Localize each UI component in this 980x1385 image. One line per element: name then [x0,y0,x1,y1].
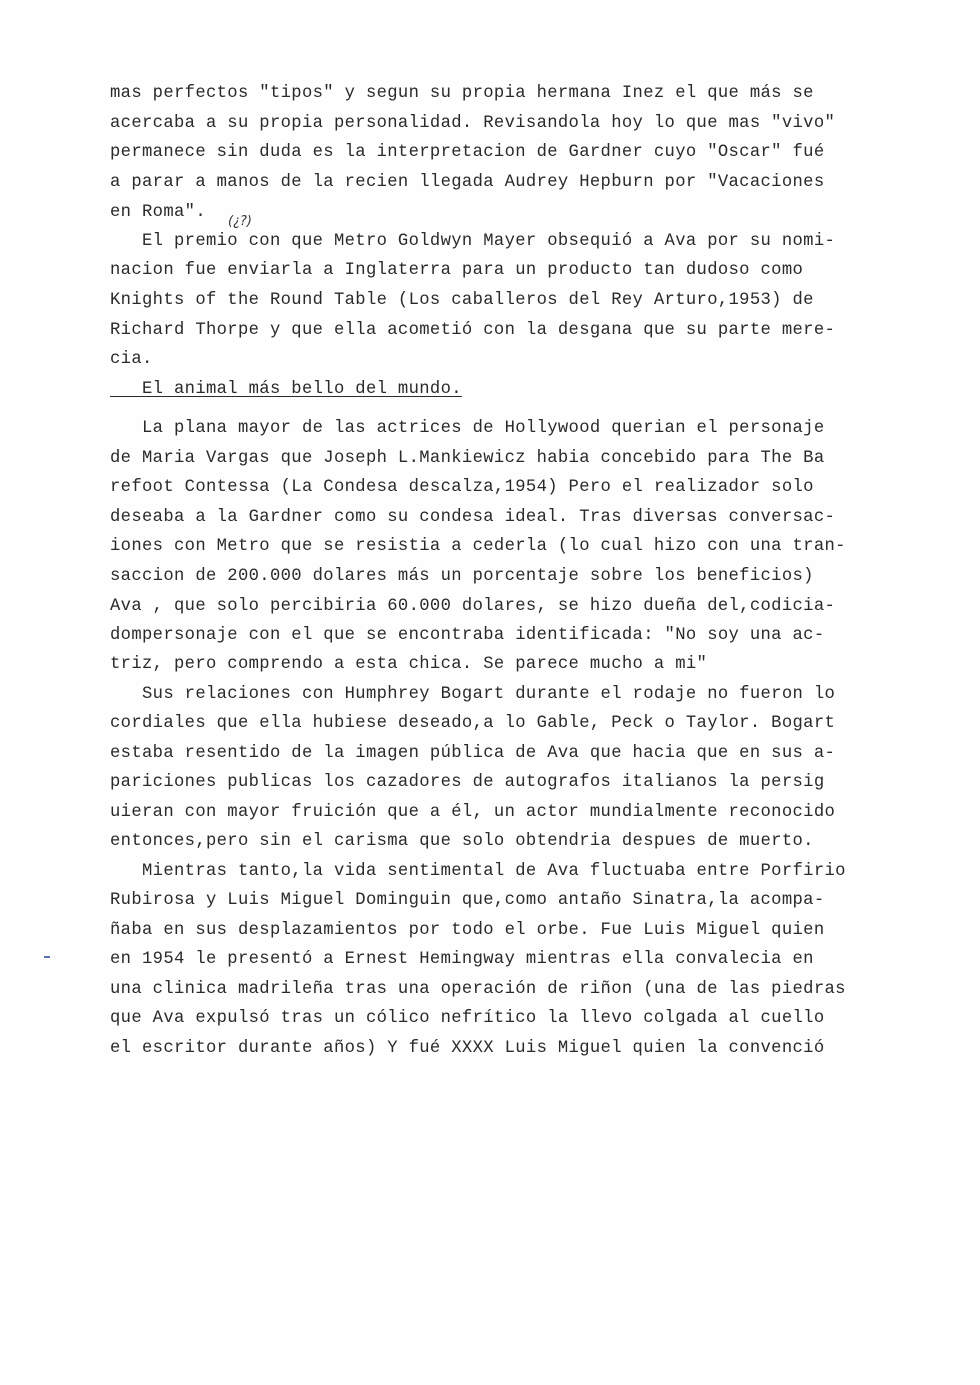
text-line: refoot Contessa (La Condesa descalza,1954) Pero el realizador solo [110,478,814,497]
text-line: mas perfectos "tipos" y segun su propia hermana Inez el que más se [110,84,814,103]
text-line: en Roma". [110,203,206,222]
text-line: una clinica madrileña tras una operación de riñon (una de las piedras [110,980,846,999]
text-line: Ava , que solo percibiria 60.000 dolares, se hizo dueña del,codicia- [110,597,836,616]
text-line-film-title: Knights of the Round Table (Los caballeros del Rey Arturo,1953) de [110,291,814,310]
text-line: el escritor durante años) Y fué XXXX Luis Miguel quien la convenció [110,1039,825,1058]
text-line: saccion de 200.000 dolares más un porcentaje sobre los beneficios) [110,567,814,586]
text-line: a parar a manos de la recien llegada Audrey Hepburn por "Vacaciones [110,173,825,192]
text-line: permanece sin duda es la interpretacion de Gardner cuyo "Oscar" fué [110,143,825,162]
text-line: triz, pero comprendo a esta chica. Se parece mucho a mi" [110,655,708,674]
text-line: dompersonaje con el que se encontraba identificada: "No soy una ac- [110,626,825,645]
text-line: iones con Metro que se resistia a cederla (lo cual hizo con una tran- [110,537,846,556]
text-line: nacion fue enviarla a Inglaterra para un producto tan dudoso como [110,261,804,280]
text-line: ñaba en sus desplazamientos por todo el orbe. Fue Luis Miguel quien [110,921,825,940]
text-line: entonces,pero sin el carisma que solo obtendria despues de muerto. [110,832,814,851]
text-line: en 1954 le presentó a Ernest Hemingway mientras ella convalecia en [110,950,814,969]
text-line: uieran con mayor fruición que a él, un actor mundialmente reconocido [110,803,836,822]
margin-mark [44,956,50,958]
text-line: cordiales que ella hubiese deseado,a lo Gable, Peck o Taylor. Bogart [110,714,836,733]
text-line: deseaba a la Gardner como su condesa ideal. Tras diversas conversac- [110,508,836,527]
text-line: estaba resentido de la imagen pública de Ava que hacia que en sus a- [110,744,836,763]
text-line: cia. [110,350,153,369]
text-line: La plana mayor de las actrices de Hollywood querian el personaje [110,419,825,438]
handwritten-annotation: (¿?) [228,214,252,229]
section-heading: El animal más bello del mundo. [110,380,462,399]
text-line: de Maria Vargas que Joseph L.Mankiewicz habia concebido para The Ba [110,449,825,468]
text-line: Mientras tanto,la vida sentimental de Ava fluctuaba entre Porfirio [110,862,846,881]
text-line: acercaba a su propia personalidad. Revisandola hoy lo que mas "vivo" [110,114,836,133]
text-line: El premio con que Metro Goldwyn Mayer obsequió a Ava por su nomi- [110,232,836,251]
text-line: que Ava expulsó tras un cólico nefrítico la llevo colgada al cuello [110,1009,825,1028]
text-line: Rubirosa y Luis Miguel Dominguin que,como antaño Sinatra,la acompa- [110,891,825,910]
text-line: pariciones publicas los cazadores de autografos italianos la persig [110,773,825,792]
text-line: Richard Thorpe y que ella acometió con la desgana que su parte mere- [110,321,836,340]
text-line: Sus relaciones con Humphrey Bogart durante el rodaje no fueron lo [110,685,836,704]
